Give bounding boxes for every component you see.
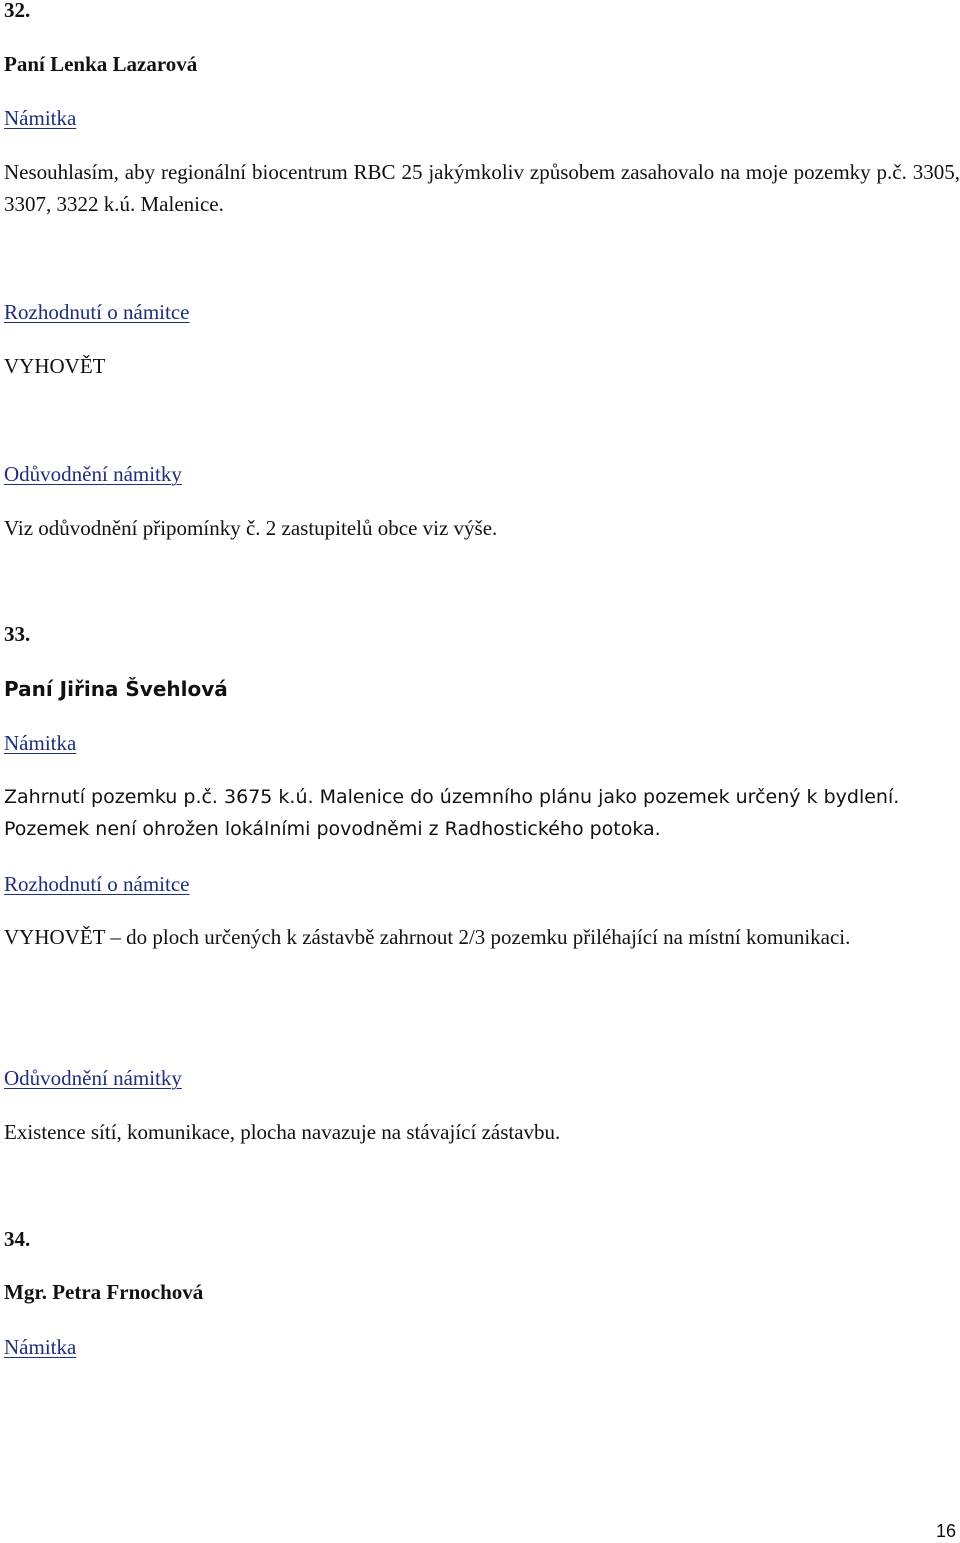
decision-text: VYHOVĚT – do ploch určených k zástavbě zahrnout 2/3 pozemku přiléhající na místní komunikaci. [4, 925, 851, 949]
reasoning-heading: Odůvodnění námitky [4, 462, 182, 486]
entry-number: 34. [4, 1227, 31, 1251]
entry-number: 33. [4, 622, 31, 646]
decision-heading: Rozhodnutí o námitce [4, 300, 190, 324]
objection-heading: Námitka [4, 1335, 77, 1359]
reasoning-text: Viz odůvodnění připomínky č. 2 zastupitelů obce viz výše. [4, 516, 498, 540]
entry-name: Mgr. Petra Frnochová [4, 1280, 204, 1304]
reasoning-heading: Odůvodnění námitky [4, 1066, 182, 1090]
objection-heading: Námitka [4, 106, 77, 130]
objection-text: Zahrnutí pozemku p.č. 3675 k.ú. Malenice do územního plánu jako pozemek určený k bydlení. Pozemek není ohrožen lokálními povodněmi z Radhostického potoka. [4, 786, 900, 840]
entry-name: Paní Lenka Lazarová [4, 52, 198, 76]
objection-text: Nesouhlasím, aby regionální biocentrum RBC 25 jakýmkoliv způsobem zasahovalo na moje pozemky p.č. 3305, 3307, 3322 k.ú. Malenice. [4, 160, 960, 216]
reasoning-text: Existence sítí, komunikace, plocha navazuje na stávající zástavbu. [4, 1120, 561, 1144]
entry-name: Paní Jiřina Švehlová [4, 677, 228, 701]
objection-heading: Námitka [4, 731, 77, 755]
entry-number: 32. [4, 0, 31, 22]
decision-heading: Rozhodnutí o námitce [4, 872, 190, 896]
decision-text: VYHOVĚT [4, 354, 106, 378]
page-number: 16 [935, 1521, 956, 1541]
